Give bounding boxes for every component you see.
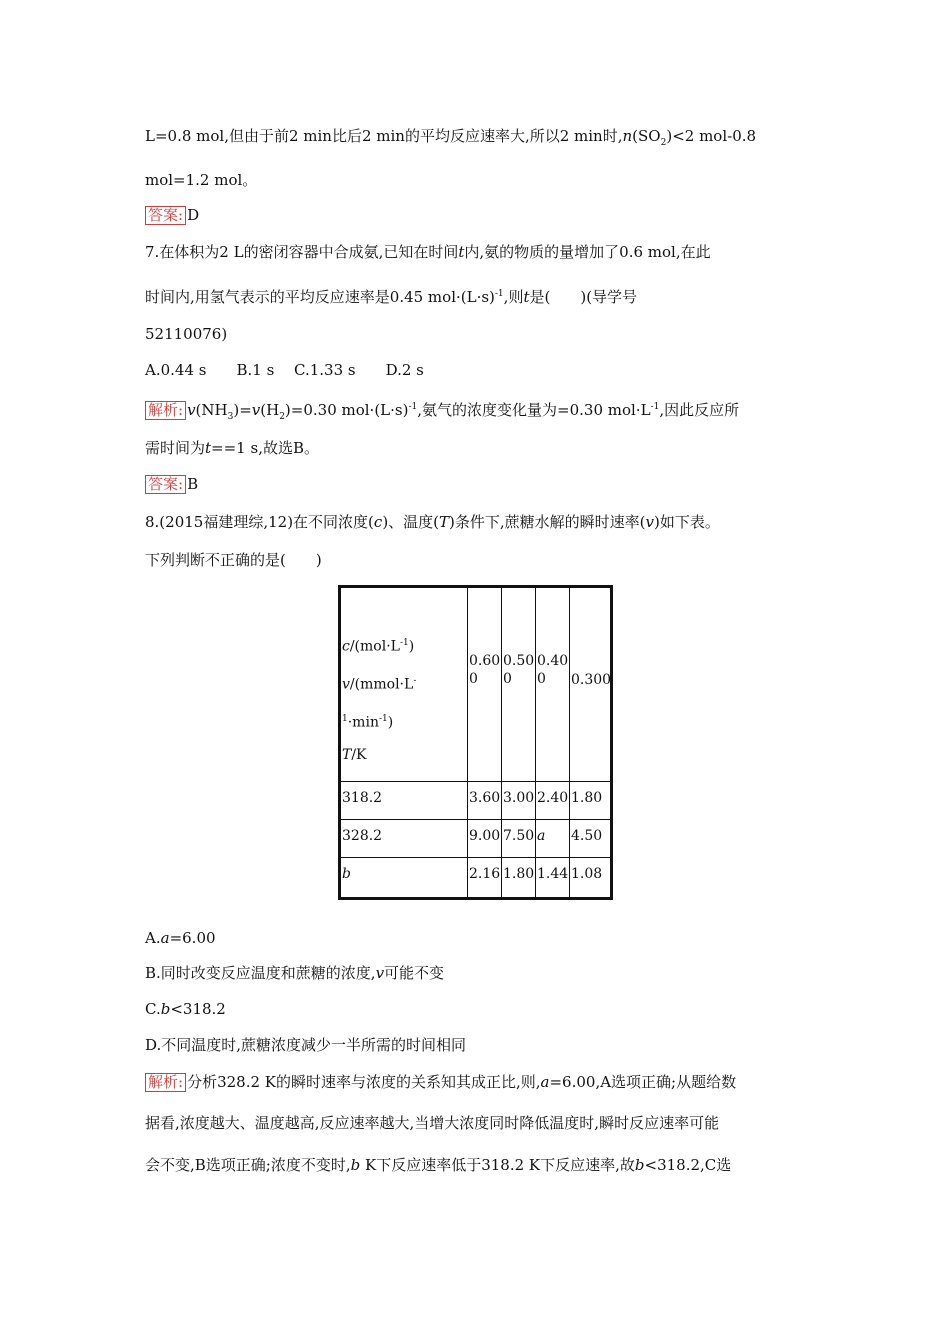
table-row-temp: 318.2 <box>342 790 383 806</box>
rate-table <box>338 585 613 900</box>
answer-line <box>145 474 198 494</box>
solution-tag: 解析: <box>145 401 186 420</box>
rate-cell: 9.00 <box>469 828 501 844</box>
conc-cell: 0.50 0 <box>503 653 535 687</box>
rate-cell: 3.60 <box>469 790 501 806</box>
header-rate-cont: $^1\cdot\min^{-1}$) <box>342 714 394 731</box>
option-b: B.同时改变反应温度和蔗糖的浓度,v可能不变 <box>145 964 445 982</box>
rate-cell: 4.50 <box>571 828 603 844</box>
header-concentration: $c/(mol\cdot L^{-1})$ <box>342 638 415 655</box>
option-a: A.a=6.00 <box>145 929 216 947</box>
rate-cell: 1.80 <box>571 790 603 806</box>
answer-tag: 答案: <box>145 206 186 225</box>
question-8-line-1: 8.(2015福建理综,12)在不同浓度(c)、温度(T)条件下,蔗糖水解的瞬时速率(v)如下表。 <box>145 513 720 531</box>
text-line: L=0.8 mol,但由于前2 min比后2 min的平均反应速率大,所以2 min时$,n(SO_2)<2$ mol-0.8 <box>145 127 757 148</box>
solution-8-line-3: 会不变,B选项正确;浓度不变时,b K下反应速率低于318.2 K下反应速率,故b<318.2,C选 <box>145 1156 732 1174</box>
question-8-line-2: 下列判断不正确的是( ) <box>145 551 322 569</box>
rate-cell: a <box>537 828 546 844</box>
rate-cell: 1.80 <box>503 866 535 882</box>
option-d: D.不同温度时,蔗糖浓度减少一半所需的时间相同 <box>145 1036 467 1054</box>
rate-cell: 2.16 <box>469 866 501 882</box>
rate-cell: 3.00 <box>503 790 535 806</box>
text-line: mol=1.2 mol。 <box>145 171 258 189</box>
table-row-temp: b <box>342 866 351 882</box>
header-temperature: T/K <box>342 747 367 763</box>
answer-value: B <box>187 475 199 493</box>
conc-cell: 0.300 <box>571 672 612 688</box>
solution-tag: 解析: <box>145 1073 186 1092</box>
header-rate: v/(mmol·L- <box>342 676 417 693</box>
conc-cell: 0.40 0 <box>537 653 569 687</box>
table-row-temp: 328.2 <box>342 828 383 844</box>
question-7-line-3: 52110076) <box>145 325 228 343</box>
conc-cell: 0.60 0 <box>469 653 501 687</box>
solution-7-line-2: 需时间为t==1 s,故选B。 <box>145 439 319 457</box>
solution-7-line-1: 解析: $v(NH_3)=v(H_2)=0.30$ $mol\cdot(L\cdot s)^{-1}$,氨气的浓度变化量为=0.30 $mol\cdot L^{-1}$,因此反应所 <box>145 397 739 427</box>
question-7-line-2: 时间内,用氢气表示的平均反应速率是0.45 $mol\cdot(L\cdot s)^{-1}$,则t是( )(导学号 <box>145 288 638 306</box>
answer-tag: 答案: <box>145 475 186 494</box>
question-7-line-1: 7.在体积为2 L的密闭容器中合成氨,已知在时间t内,氨的物质的量增加了0.6 mol,在此 <box>145 243 711 261</box>
rate-cell: 1.08 <box>571 866 603 882</box>
answer-value: D <box>187 206 200 224</box>
solution-8-line-1: 解析: 分析328.2 K的瞬时速率与浓度的关系知其成正比,则,a=6.00,A选项正确;从题给数 <box>145 1072 736 1092</box>
solution-8-line-2: 据看,浓度越大、温度越高,反应速率越大,当增大浓度同时降低温度时,瞬时反应速率可能 <box>145 1114 720 1132</box>
rate-cell: 2.40 <box>537 790 569 806</box>
rate-cell: 7.50 <box>503 828 535 844</box>
rate-cell: 1.44 <box>537 866 569 882</box>
option-c: C.b<318.2 <box>145 1000 226 1018</box>
question-7-options: A.0.44 s B.1 s C.1.33 s D.2 s <box>145 361 424 379</box>
answer-line <box>145 205 199 225</box>
